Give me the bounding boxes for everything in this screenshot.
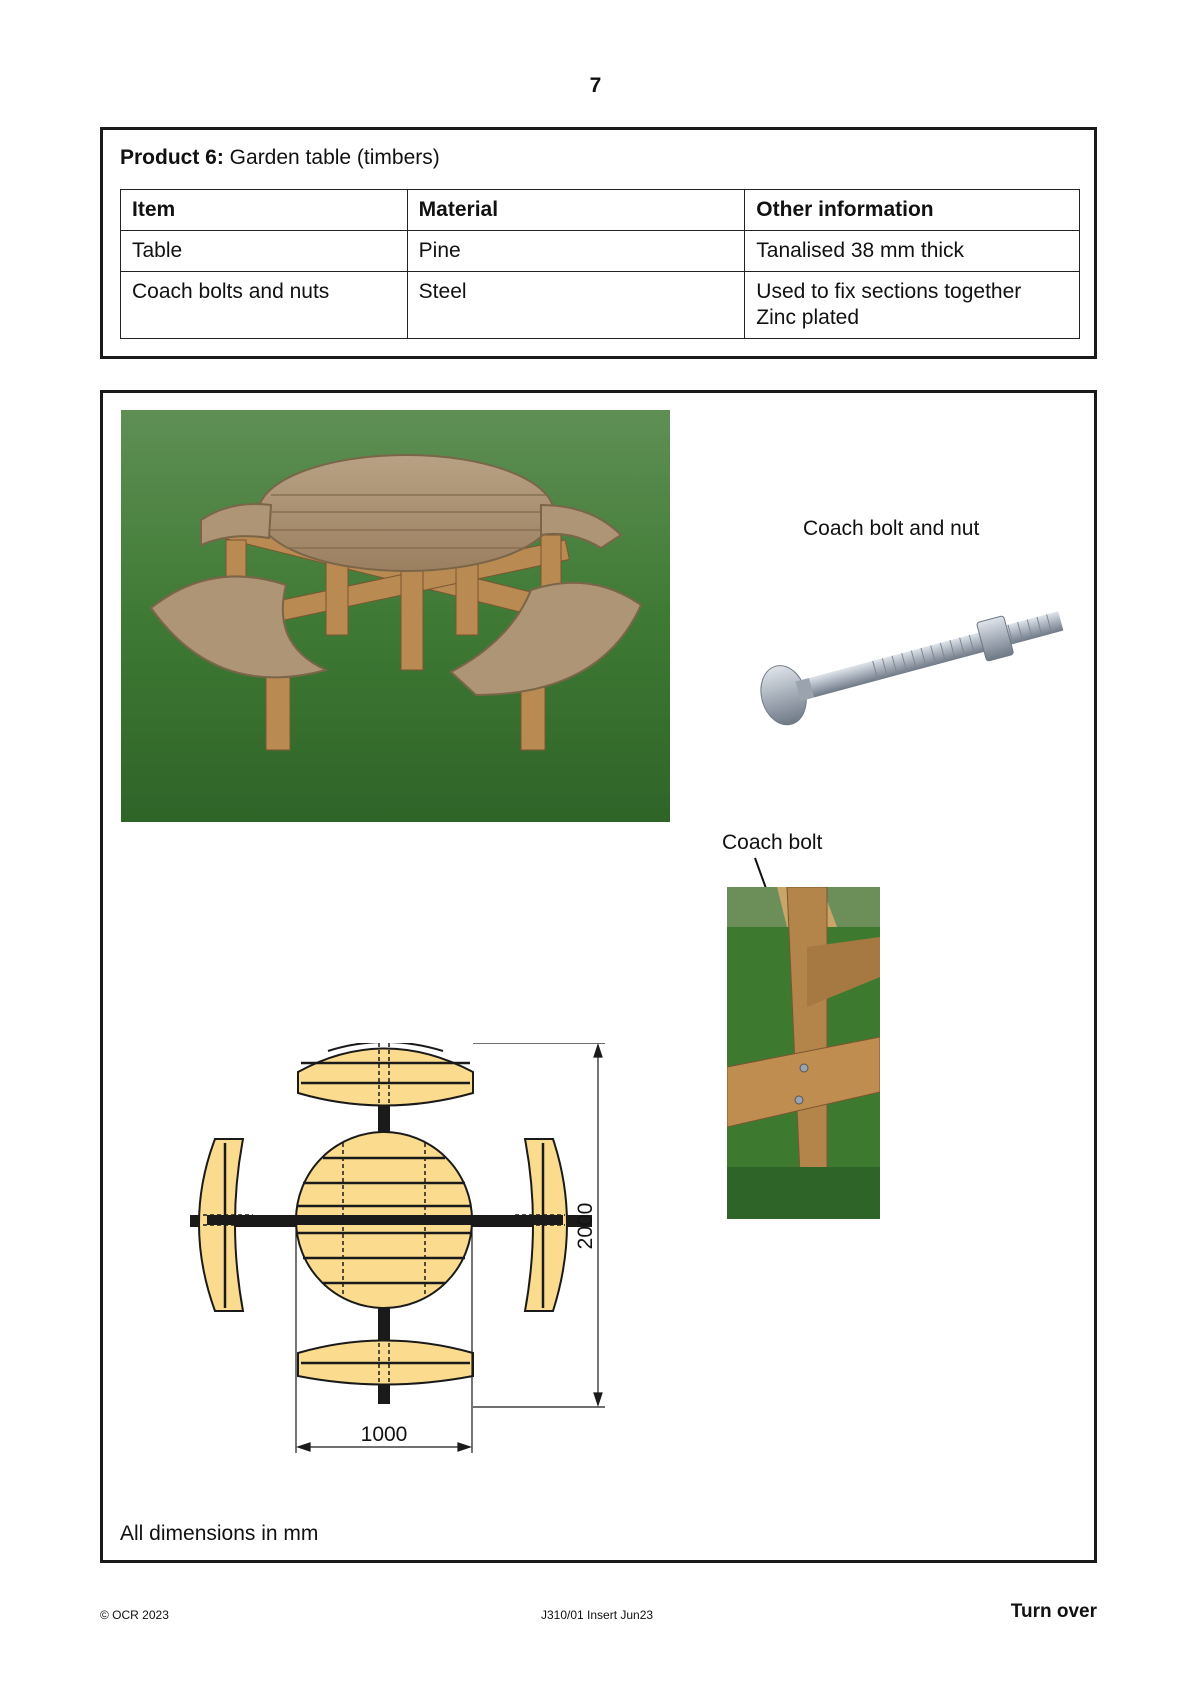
product-heading: [120, 146, 440, 170]
coach-bolt-closeup-photo: [727, 887, 880, 1219]
bolt-and-nut-caption: Coach bolt and nut: [803, 517, 980, 540]
turn-over-label: Turn over: [1010, 1601, 1097, 1622]
cell-material: Steel: [407, 272, 745, 339]
product-spec-box: [100, 127, 1097, 359]
spec-table: [120, 189, 1080, 339]
cell-item: Table: [121, 231, 408, 272]
table-row: [121, 231, 1080, 272]
cell-info: [745, 272, 1080, 339]
footer-copyright: © OCR 2023: [100, 1608, 169, 1622]
table-row: [121, 272, 1080, 339]
dimension-1000: 1000: [360, 1423, 408, 1446]
header-other-info: Other information: [745, 190, 1080, 231]
dimensions-note: All dimensions in mm: [120, 1522, 319, 1545]
dimension-2000: 2000: [574, 1202, 597, 1250]
header-item: Item: [121, 190, 408, 231]
cell-material: Pine: [407, 231, 745, 272]
page-number: 7: [589, 74, 602, 97]
product-name: Garden table (timbers): [223, 146, 440, 169]
cell-item: Coach bolts and nuts: [121, 272, 408, 339]
cell-info: Tanalised 38 mm thick: [745, 231, 1080, 272]
garden-table-plan-drawing: [143, 1043, 723, 1513]
product-label: Product 6:: [120, 146, 224, 169]
coach-bolt-caption: Coach bolt: [722, 831, 823, 854]
footer-paper-code: J310/01 Insert Jun23: [541, 1608, 654, 1622]
figure-box: [100, 390, 1097, 1563]
coach-bolt-and-nut-photo: [723, 583, 1078, 733]
cell-info-line: Used to fix sections together: [756, 280, 1022, 303]
cell-info-line: Zinc plated: [756, 306, 860, 329]
spec-table-header-row: [121, 190, 1080, 231]
garden-table-photo: [121, 410, 670, 822]
header-material: Material: [407, 190, 745, 231]
